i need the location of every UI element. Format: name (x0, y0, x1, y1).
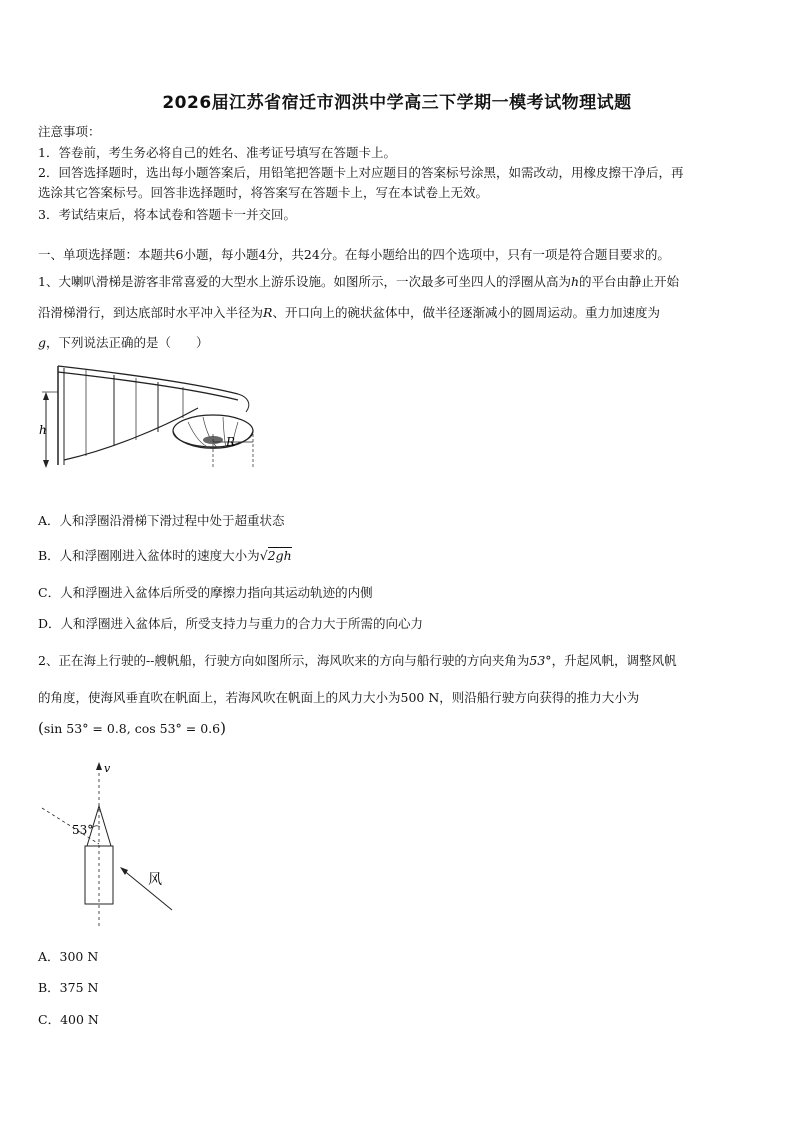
q1-option-b (38, 546, 292, 564)
q1-option-d: D．人和浮圈进入盆体后，所受支持力与重力的合力大于所需的向心力 (38, 616, 424, 631)
q2-option-b: B．375 N (38, 980, 99, 995)
q1-text-1a: 1、大喇叭滑梯是游客非常喜爱的大型水上游乐设施。如图所示，一次最多可坐四人的浮圈从高为 (38, 274, 571, 289)
notice-item-1: 1．答卷前，考生务必将自己的姓名、准考证号填写在答题卡上。 (38, 145, 396, 160)
q2-line-2: 的角度，使海风垂直吹在帆面上，若海风吹在帆面上的风力大小为500 N，则沿船行驶方向获得的推力大小为 (38, 690, 640, 705)
slide-h-label: h (39, 423, 47, 437)
q2-line-1 (38, 651, 677, 669)
q1-var-h: h (570, 274, 580, 289)
q1-text-2b: 、开口向上的碗状盆体中，做半径逐渐减小的圆周运动。重力加速度为 (272, 305, 660, 320)
wind-label: 风 (148, 872, 162, 888)
q1-line-1 (38, 272, 679, 290)
q1-line-3 (38, 333, 209, 351)
slide-R-label: R (226, 435, 236, 449)
q1-option-b-text: B．人和浮圈刚进入盆体时的速度大小为 (38, 548, 260, 563)
q1-option-a: A．人和浮圈沿滑梯下滑过程中处于超重状态 (38, 513, 285, 528)
sail-v-label: v (104, 762, 111, 775)
q1-option-c: C．人和浮圈进入盆体后所受的摩擦力指向其运动轨迹的内侧 (38, 585, 373, 600)
q2-option-c: C．400 N (38, 1012, 99, 1027)
notice-item-2-cont: 选涂其它答案标号。回答非选择题时，将答案写在答题卡上，写在本试卷上无效。 (38, 185, 489, 200)
q1-var-R: R (263, 305, 273, 320)
slide-figure (38, 360, 298, 470)
q1-var-g: g (38, 335, 47, 350)
sail-angle-label: 53° (72, 823, 94, 837)
q2-text-1b: ，升起风帆，调整风帆 (551, 653, 677, 668)
page-title: 2026届江苏省宿迁市泗洪中学高三下学期一模考试物理试题 (162, 93, 632, 113)
q1-text-3: ，下列说法正确的是（ ） (46, 335, 209, 350)
notice-heading: 注意事项： (38, 124, 101, 139)
q2-angle: 53° (529, 653, 552, 668)
notice-item-3: 3．考试结束后，将本试卷和答题卡一并交回。 (38, 207, 296, 222)
q2-line-3: (sin 53° = 0.8, cos 53° = 0.6) (38, 719, 226, 737)
notice-item-2: 2．回答选择题时，选出每小题答案后，用铅笔把答题卡上对应题目的答案标号涂黑，如需改动，用橡皮擦干净后，再 (38, 165, 684, 180)
sailboat-figure (38, 758, 198, 928)
q1-text-2a: 沿滑梯滑行，到达底部时水平冲入半径为 (38, 305, 264, 320)
sqrt-icon: √ (259, 548, 268, 563)
q1-text-1b: 的平台由静止开始 (579, 274, 680, 289)
section-heading: 一、单项选择题：本题共6小题，每小题4分，共24分。在每小题给出的四个选项中，只有一项是符合题目要求的。 (38, 247, 670, 262)
q2-text-1a: 2、正在海上行驶的--艘帆船，行驶方向如图所示，海风吹来的方向与船行驶的方向夹角为 (38, 653, 530, 668)
q1-line-2 (38, 303, 660, 321)
q2-option-a: A．300 N (38, 949, 99, 964)
q2-trig-values: sin 53° = 0.8, cos 53° = 0.6 (43, 721, 221, 736)
q1-option-b-math: 2gh (267, 548, 292, 563)
